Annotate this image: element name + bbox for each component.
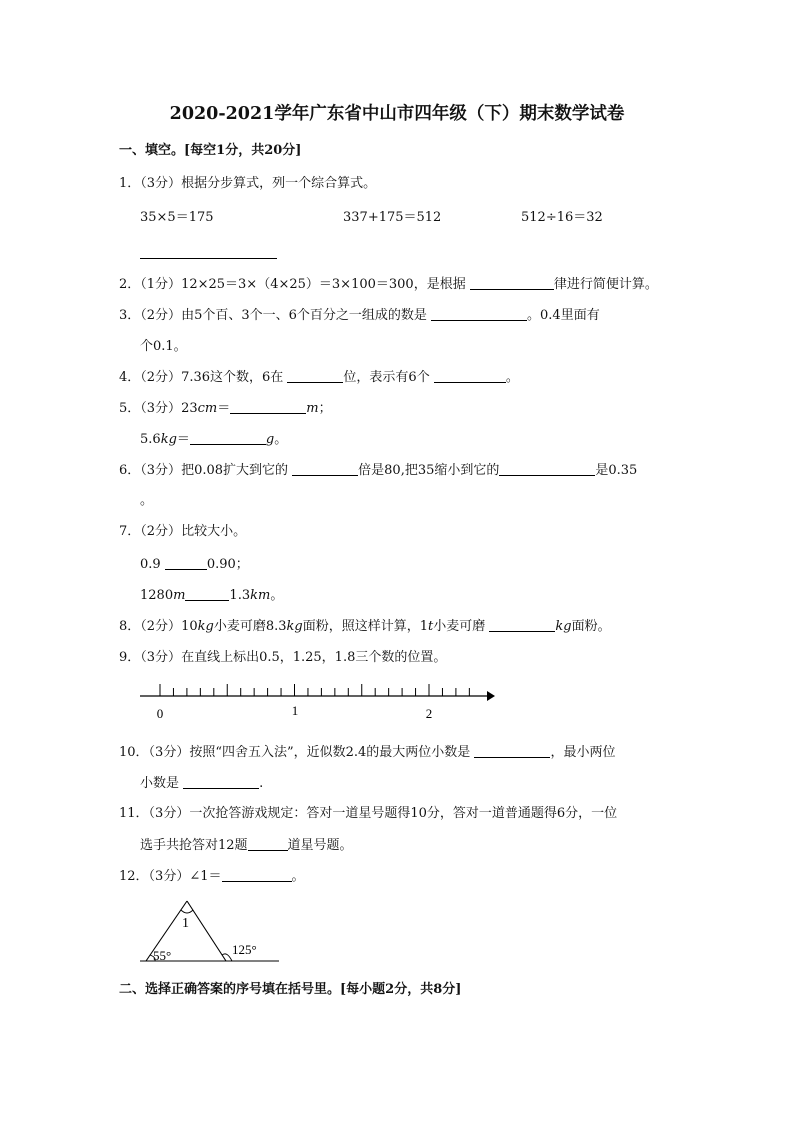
question-8 <box>119 617 611 636</box>
answer-blank[interactable] <box>140 244 277 259</box>
question-number: 6． <box>119 463 141 478</box>
answer-blank[interactable] <box>190 430 266 445</box>
question-text: 是0.35 <box>595 463 638 478</box>
unit-text: kg <box>160 432 177 447</box>
answer-blank[interactable] <box>230 399 306 414</box>
question-number: 10． <box>119 745 149 760</box>
angle-arc-1 <box>181 910 193 913</box>
question-text: 根据分步算式，列一个综合算式。 <box>181 176 377 191</box>
question-10-continued <box>140 774 263 793</box>
question-number: 5． <box>119 401 141 416</box>
equation-2: 337+175＝512 <box>343 210 442 225</box>
question-score: （2分） <box>140 308 182 323</box>
page-title: 2020-2021学年广东省中山市四年级（下）期末数学试卷 <box>169 104 625 124</box>
triangle-figure <box>136 895 286 970</box>
tick-label-1: 1 <box>291 703 299 718</box>
answer-blank[interactable] <box>185 586 229 601</box>
question-number: 1． <box>119 176 141 191</box>
tick-label-2: 2 <box>425 706 433 721</box>
question-text: 比较大小。 <box>181 524 247 539</box>
value-text: 1.3 <box>229 588 251 603</box>
unit-text: m <box>306 401 319 416</box>
compare-line-1 <box>140 555 249 574</box>
value-text: 23 <box>181 401 198 416</box>
question-text: 。 <box>505 370 519 385</box>
question-1 <box>119 175 376 193</box>
question-text: 面粉。 <box>571 619 611 634</box>
punctuation: 。 <box>270 588 284 603</box>
equals-sign: ＝ <box>217 401 231 416</box>
unit-text: t <box>427 619 434 634</box>
punctuation: 。 <box>274 432 288 447</box>
unit-text: cm <box>197 401 218 416</box>
unit-text: g <box>265 432 275 447</box>
question-10 <box>119 743 615 762</box>
answer-blank[interactable] <box>431 306 527 321</box>
question-3 <box>119 306 600 325</box>
value-text: 1280 <box>140 588 174 603</box>
question-text: 倍是80,把35缩小到它的 <box>358 463 500 478</box>
unit-text: m <box>173 588 186 603</box>
answer-blank[interactable] <box>292 461 358 476</box>
arrow-head-icon <box>487 691 495 701</box>
answer-blank[interactable] <box>489 617 555 632</box>
question-score: （3分） <box>140 176 182 191</box>
tick-label-0: 0 <box>156 706 164 721</box>
question-number: 7． <box>119 524 141 539</box>
question-2 <box>119 275 658 294</box>
angle-label-125: 125° <box>232 942 257 957</box>
answer-blank[interactable] <box>434 368 506 383</box>
question-number: 12． <box>119 869 149 884</box>
question-text: 小数是 <box>140 776 180 791</box>
question-text: 由5个百、3个一、6个百分之一组成的数是 <box>181 308 427 323</box>
question-score: （3分） <box>148 869 190 884</box>
question-number: 4． <box>119 370 141 385</box>
question-7 <box>119 523 246 541</box>
question-text: ∠1＝ <box>189 869 222 884</box>
question-text: 律进行简便计算。 <box>553 277 658 292</box>
punctuation: . <box>259 776 264 791</box>
answer-blank[interactable] <box>470 275 554 290</box>
question-text: 把0.08扩大到它的 <box>181 463 289 478</box>
question-text: 面粉，照这样计算，1 <box>302 619 428 634</box>
answer-blank[interactable] <box>474 743 550 758</box>
equation-1: 35×5＝175 <box>140 210 214 225</box>
question-score: （3分） <box>148 745 190 760</box>
value-text: 5.6 <box>140 432 161 447</box>
question-5-line-2 <box>140 430 287 449</box>
question-number: 9． <box>119 650 141 665</box>
question-6 <box>119 461 637 480</box>
question-text: 小麦可磨8.3 <box>213 619 287 634</box>
question-number: 11． <box>119 806 149 821</box>
question-number: 2． <box>119 277 141 292</box>
question-text: 位，表示有6个 <box>343 370 430 385</box>
unit-text: kg <box>555 619 572 634</box>
question-4 <box>119 368 519 387</box>
section-1-heading: 一、填空。[每空1分，共20分] <box>119 143 302 158</box>
angle-label-1: 1 <box>182 916 189 931</box>
question-score: （3分） <box>140 650 182 665</box>
question-score: （2分） <box>140 524 182 539</box>
question-5 <box>119 399 332 418</box>
question-12 <box>119 867 305 886</box>
equals-sign: ＝ <box>176 432 190 447</box>
question-9 <box>119 649 446 667</box>
value-text: 0.90； <box>206 557 249 572</box>
question-text: 12×25＝3×（4×25）＝3×100＝300，是根据 <box>181 277 466 292</box>
question-text: 选手共抢答对12题 <box>140 838 248 853</box>
answer-blank[interactable] <box>165 555 207 570</box>
question-text: 7.36这个数，6在 <box>181 370 284 385</box>
punctuation: ； <box>318 401 332 416</box>
question-score: （3分） <box>140 401 182 416</box>
answer-blank[interactable] <box>183 774 259 789</box>
question-score: （2分） <box>140 370 182 385</box>
question-text: 按照“四舍五入法”，近似数2.4的最大两位小数是 <box>189 745 471 760</box>
answer-blank[interactable] <box>287 368 343 383</box>
question-score: （3分） <box>140 463 182 478</box>
question-11 <box>119 805 617 823</box>
tick-marks <box>160 684 469 696</box>
question-3-continued: 个0.1。 <box>140 339 187 354</box>
value-text: 0.9 <box>140 557 161 572</box>
unit-text: kg <box>286 619 303 634</box>
question-11-continued <box>140 836 353 855</box>
question-text: 小麦可磨 <box>433 619 486 634</box>
question-text: 在直线上标出0.5，1.25，1.8三个数的位置。 <box>181 650 447 665</box>
question-text: 。0.4里面有 <box>527 308 600 323</box>
answer-blank[interactable] <box>499 461 595 476</box>
angle-label-55: 55° <box>153 948 172 963</box>
question-6-continued: 。 <box>140 493 154 508</box>
question-text: ，最小两位 <box>550 745 616 760</box>
number-line <box>135 678 500 724</box>
question-score: （2分） <box>140 619 182 634</box>
compare-line-2 <box>140 586 283 605</box>
answer-blank[interactable] <box>222 867 292 882</box>
answer-blank[interactable] <box>248 836 288 851</box>
question-text: 一次抢答游戏规定：答对一道星号题得10分，答对一道普通题得6分，一位 <box>189 806 618 821</box>
value-text: 10 <box>181 619 198 634</box>
question-number: 3． <box>119 308 141 323</box>
question-text: 道星号题。 <box>287 838 353 853</box>
equation-3: 512÷16＝32 <box>521 210 603 225</box>
question-score: （1分） <box>140 277 182 292</box>
section-2-heading: 二、选择正确答案的序号填在括号里。[每小题2分，共8分] <box>119 982 462 997</box>
question-number: 8． <box>119 619 141 634</box>
question-score: （3分） <box>148 806 190 821</box>
unit-text: km <box>250 588 271 603</box>
unit-text: kg <box>197 619 214 634</box>
punctuation: 。 <box>291 869 305 884</box>
